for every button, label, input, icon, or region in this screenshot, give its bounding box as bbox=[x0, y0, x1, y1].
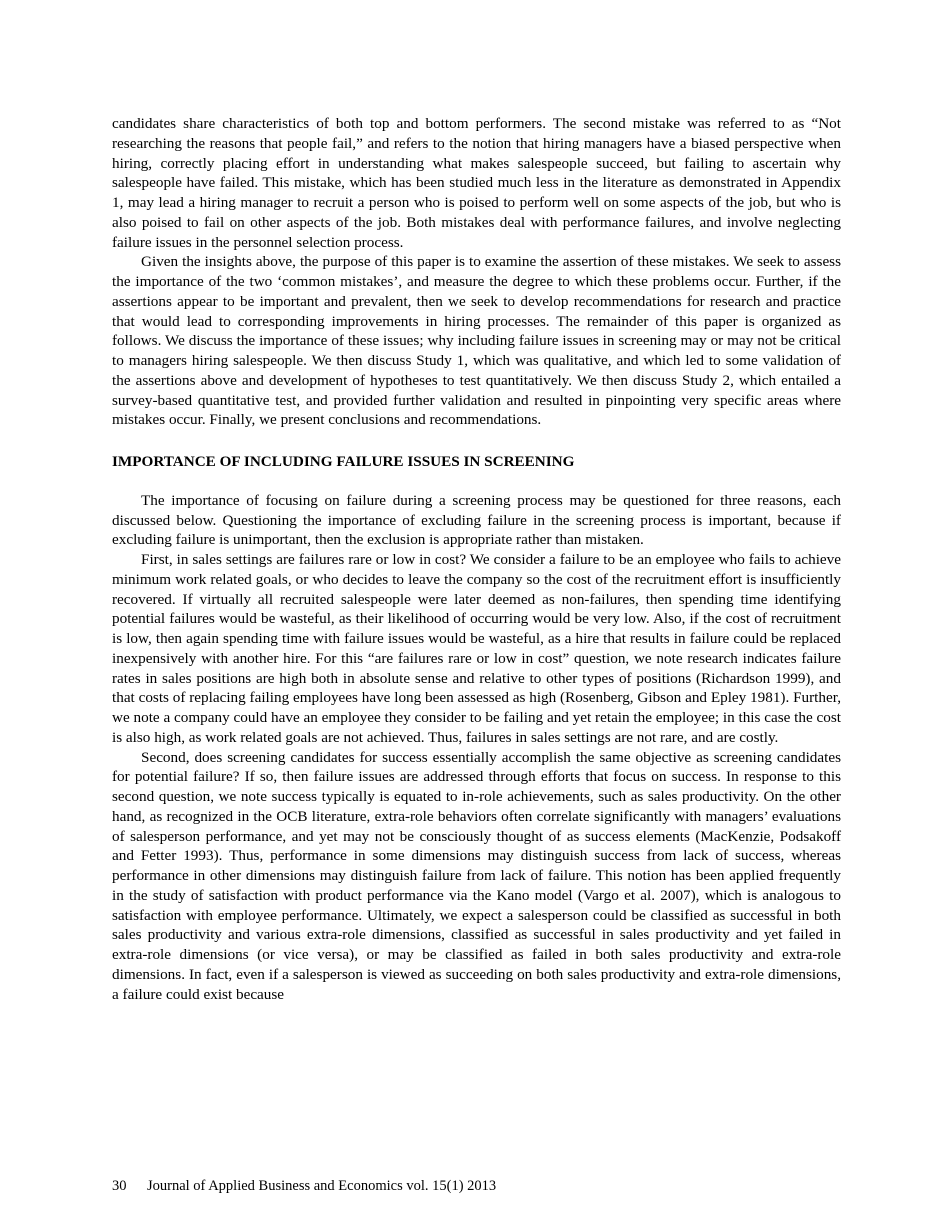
page-footer bbox=[112, 1177, 496, 1195]
body-paragraph-2: Given the insights above, the purpose of this paper is to examine the assertion of these mistakes. We seek to assess the importance of the two ‘common mistakes’, and measure the degree to which these problems occur. Further, if the assertions appear to be important and prevalent, then we seek to develop recommendations for research and practice that would lead to corresponding improvements in hiring processes. The remainder of this paper is organized as follows. We discuss the importance of these issues; why including failure issues in screening may or may not be critical to managers hiring salespeople. We then discuss Study 1, which was qualitative, and which led to some validation of the assertions above and development of hypotheses to test quantitatively. We then discuss Study 2, which entailed a survey-based quantitative test, and provided further validation and resulted in pinpointing very specific areas where mistakes occur. Finally, we present conclusions and recommendations. bbox=[112, 253, 841, 429]
section-paragraph-3: Second, does screening candidates for success essentially accomplish the same objective as screening candidates for potential failure? If so, then failure issues are addressed through efforts that focus on success. In response to this second question, we note success typically is equated to in-role achievements, such as sales productivity. On the other hand, as recognized in the OCB literature, extra-role behaviors often correlate significantly with managers’ evaluations of salesperson performance, and yet may not be consciously thought of as success elements (MacKenzie, Podsakoff and Fetter 1993). Thus, performance in some dimensions may distinguish success from lack of success, whereas performance in other dimensions may distinguish failure from lack of failure. This notion has been applied frequently in the study of satisfaction with product performance via the Kano model (Vargo et al. 2007), which is analogous to satisfaction with employee performance. Ultimately, we expect a salesperson could be classified as successful in both sales productivity and various extra-role dimensions, classified as successful in sales productivity and yet failed in extra-role dimensions (or vice versa), or may be classified as failed in both sales productivity and extra-role dimensions. In fact, even if a salesperson is viewed as succeeding on both sales productivity and extra-role dimensions, a failure could exist because bbox=[112, 748, 841, 1003]
section-heading: IMPORTANCE OF INCLUDING FAILURE ISSUES IN SCREENING bbox=[112, 453, 575, 470]
journal-citation: Journal of Applied Business and Economics vol. 15(1) 2013 bbox=[147, 1178, 497, 1194]
section-paragraph-1: The importance of focusing on failure during a screening process may be questioned for three reasons, each discussed below. Questioning the importance of excluding failure in the screening process is important, because if excluding failure is unimportant, then the exclusion is appropriate rather than mistaken. bbox=[112, 491, 841, 549]
body-paragraph-1: candidates share characteristics of both top and bottom performers. The second mistake was referred to as “Not researching the reasons that people fail,” and refers to the notion that hiring managers have a biased perspective when hiring, correctly placing effort in understanding what makes salespeople succeed, but failing to ascertain why salespeople have failed. This mistake, which has been studied much less in the literature as demonstrated in Appendix 1, may lead a hiring manager to recruit a person who is poised to perform well on some aspects of the job, but who is also poised to fail on other aspects of the job. Both mistakes deal with performance failures, and involve neglecting failure issues in the personnel selection process. bbox=[112, 115, 841, 251]
section-paragraph-2: First, in sales settings are failures rare or low in cost? We consider a failure to be an employee who fails to achieve minimum work related goals, or who decides to leave the company so the cost of the recruitment effort is insufficiently recovered. If virtually all recruited salespeople were later deemed as non-failures, then spending time identifying potential failures would be wasteful, as their likelihood of occurring would be very low. Also, if the cost of recruitment is low, then again spending time with failure issues would be wasteful, as a hire that results in failure could be replaced inexpensively with another hire. For this “are failures rare or low in cost” question, we note research indicates failure rates in sales positions are high both in absolute sense and relative to other types of positions (Richardson 1999), and that costs of replacing failing employees have long been assessed as high (Rosenberg, Gibson and Epley 1981). Further, we note a company could have an employee they consider to be failing and yet retain the employee; in this case the cost is also high, as work related goals are not achieved. Thus, failures in sales settings are not rare, and are costly. bbox=[112, 551, 841, 746]
page-number: 30 bbox=[112, 1178, 127, 1194]
page-body bbox=[112, 114, 841, 1004]
